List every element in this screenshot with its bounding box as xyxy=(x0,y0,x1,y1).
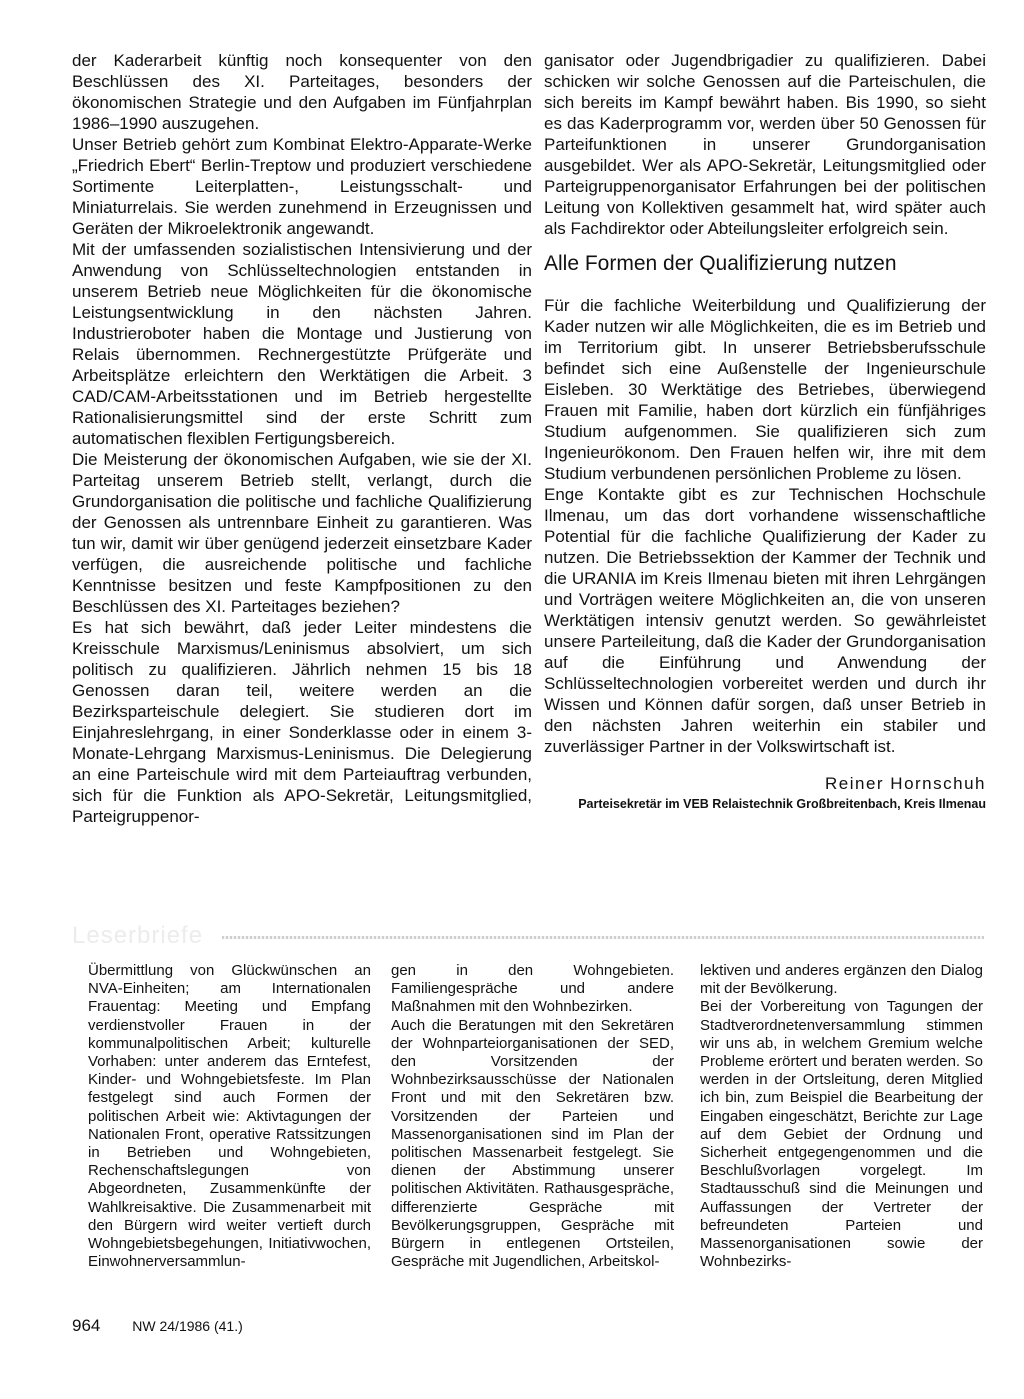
paragraph: lektiven und anderes ergänzen den Dialog mit der Bevölkerung. xyxy=(700,962,983,998)
paragraph: ganisator oder Jugendbrigadier zu qualifizieren. Dabei schicken wir solche Genossen auf die Parteischulen, die sich bereits im Kampf bewährt haben. Bis 1990, so sieht es das Kaderprogramm vor, werden über 50 Genossen für Parteifunktionen in unserer Grundorganisation ausgebildet. Wer als APO-Sekretär, Leitungsmitglied oder Parteigruppenorganisator Erfahrungen bei der politischen Leitung von Kollektiven gesammelt hat, wird später auch als Fachdirektor oder Abteilungsleiter erfolgreich sein. xyxy=(544,51,986,238)
article-column-right xyxy=(544,50,986,812)
author-name: Reiner Hornschuh xyxy=(824,774,986,793)
paragraph: Mit der umfassenden sozialistischen Intensivierung und der Anwendung von Schlüsseltechnologien entstanden in unserem Betrieb neue Möglichkeiten für die ökonomische Leistungsentwicklung in den nächsten Jahren. Industrieroboter haben die Montage und Justierung von Relais übernommen. Rechnergestützte Prüfgeräte und Arbeitsplätze erleichtern den Werktätigen die Arbeit. 3 CAD/CAM-Arbeitsstationen und im Betrieb hergestellte Rationalisierungsmittel sind der erste Schritt zum automatischen flexiblen Fertigungsbereich. xyxy=(72,240,532,448)
letters-column-3 xyxy=(700,962,983,1271)
letters-column-2 xyxy=(391,962,674,1271)
paragraph: der Kaderarbeit künftig noch konsequenter von den Beschlüssen des XI. Parteitages, besonders der ökonomischen Strategie und den Aufgaben im Fünfjahrplan 1986–1990 auszugehen. xyxy=(72,51,532,133)
paragraph: Unser Betrieb gehört zum Kombinat Elektro-Apparate-Werke „Friedrich Ebert“ Berlin-Treptow und produziert verschiedene Sortimente Leiterplatten-, Leistungsschalt- und Miniaturrelais. Sie werden zunehmend in Erzeugnissen und Geräten der Mikroelektronik angewandt. xyxy=(72,135,532,238)
paragraph: Übermittlung von Glückwünschen an NVA-Einheiten; am Internationalen Frauentag: Meeting und Empfang verdienstvoller Frauen in der kommunalpolitischen Arbeit; kulturelle Vorhaben: unter anderem das Erntefest, Kinder- und Wohngebietsfeste. Im Plan festgelegt sind auch Formen der politischen Arbeit wie: Aktivtagungen der Nationalen Front, operative Ratssitzungen in Betrieben und Wohngebieten, Rechenschaftslegungen von Abgeordneten, Zusammenkünfte der Wahlkreisaktive. Die Zusammenarbeit mit den Bürgern wird weiter vertieft durch Wohngebietsbegehungen, Initiativwochen, Einwohnerversammlun- xyxy=(88,962,371,1271)
section-heading: Alle Formen der Qualifizierung nutzen xyxy=(544,252,897,275)
paragraph: Auch die Beratungen mit den Sekretären der Wohnparteiorganisationen der SED, den Vorsitzenden der Wohnbezirksausschüsse der Nationalen Front und mit den Sekretären bzw. Vorsitzenden der Parteien und Massenorganisationen sind im Plan der politischen Massenarbeit festgelegt. Sie dienen der Abstimmung unserer politischen Aktivitäten. Rathausgespräche, differenzierte Gespräche mit Bevölkerungsgruppen, Gespräche mit Bürgern in entlegenen Ortsteilen, Gespräche mit Jugendlichen, Arbeitskol- xyxy=(391,1016,674,1271)
page-number: 964 xyxy=(72,1316,101,1335)
author-affiliation: Parteisekretär im VEB Relaistechnik Großbreitenbach, Kreis Ilmenau xyxy=(578,797,986,811)
paragraph: Bei der Vorbereitung von Tagungen der Stadtverordnetenversammlung stimmen wir uns ab, in welchem Gremium welche Probleme erörtert und beraten werden. So werden in der Ortsleitung, deren Mitglied ich bin, zum Beispiel die Bearbeitung der Eingaben eingeschätzt, Berichte zur Lage auf dem Gebiet der Ordnung und Sicherheit entgegengenommen und die Beschlußvorlagen vorgelegt. Im Stadtausschuß sind die Meinungen und Auffassungen der Vertreter der befreundeten Parteien und Massenorganisationen sowie der Wohnbezirks- xyxy=(700,998,983,1271)
section-header-letters xyxy=(72,920,984,952)
page-footer xyxy=(72,1316,243,1336)
paragraph: Enge Kontakte gibt es zur Technischen Hochschule Ilmenau, um das dort vorhandene wissenschaftliche Potential für die fachliche Qualifizierung der Kader zu nutzen. Die Betriebssektion der Kammer der Technik und die URANIA im Kreis Ilmenau bieten mit ihren Lehrgängen und Vorträgen weitere Möglichkeiten an, die von unseren Werktätigen intensiv genutzt werden. So gewährleistet unsere Parteileitung, daß die Kader der Grundorganisation auf die Einführung und Anwendung der Schlüsseltechnologien vorbereitet werden und durch ihr Wissen und Können dafür sorgen, daß unser Betrieb in den nächsten Jahren weiterhin ein stabiler und zuverlässiger Partner in der Volkswirtschaft ist. xyxy=(544,485,986,756)
issue-label: NW 24/1986 (41.) xyxy=(132,1318,243,1334)
article-column-left xyxy=(72,50,532,827)
section-label: Leserbriefe xyxy=(72,922,204,949)
letters-column-1 xyxy=(88,962,371,1271)
section-rule xyxy=(222,936,984,939)
paragraph: Es hat sich bewährt, daß jeder Leiter mindestens die Kreisschule Marxismus/Leninismus absolviert, um sich politisch zu qualifizieren. Jährlich nehmen 15 bis 18 Genossen daran teil, weitere werden an die Bezirksparteischule delegiert. Sie studieren dort im Einjahreslehrgang, in einer Sonderklasse oder in einem 3-Monate-Lehrgang Marxismus-Leninismus. Die Delegierung an eine Parteischule wird mit dem Parteiauftrag verbunden, sich für die Funktion als APO-Sekretär, Leitungsmitglied, Parteigruppenor- xyxy=(72,618,532,826)
paragraph: Die Meisterung der ökonomischen Aufgaben, wie sie der XI. Parteitag unserem Betrieb stellt, verlangt, durch die Grundorganisation die politische und fachliche Qualifizierung der Genossen als untrennbare Einheit zu garantieren. Was tun wir, damit wir über genügend jederzeit einsetzbare Kader verfügen, die ausreichende politische und fachliche Kenntnisse besitzen und feste Kampfpositionen zu den Beschlüssen des XI. Parteitages beziehen? xyxy=(72,450,532,616)
paragraph: Für die fachliche Weiterbildung und Qualifizierung der Kader nutzen wir alle Möglichkeiten, die es im Betrieb und im Territorium gibt. In unserer Betriebsberufsschule befindet sich eine Außenstelle der Ingenieurschule Eisleben. 30 Werktätige des Betriebes, überwiegend Frauen mit Familie, haben dort kürzlich ein fünfjähriges Studium aufgenommen. Sie qualifizieren sich zum Ingenieurökonom. Den Frauen helfen wir, ihre mit dem Studium verbundenen persönlichen Probleme zu lösen. xyxy=(544,296,986,483)
paragraph: gen in den Wohngebieten. Familiengespräche und andere Maßnahmen mit den Wohnbezirken. xyxy=(391,962,674,1016)
